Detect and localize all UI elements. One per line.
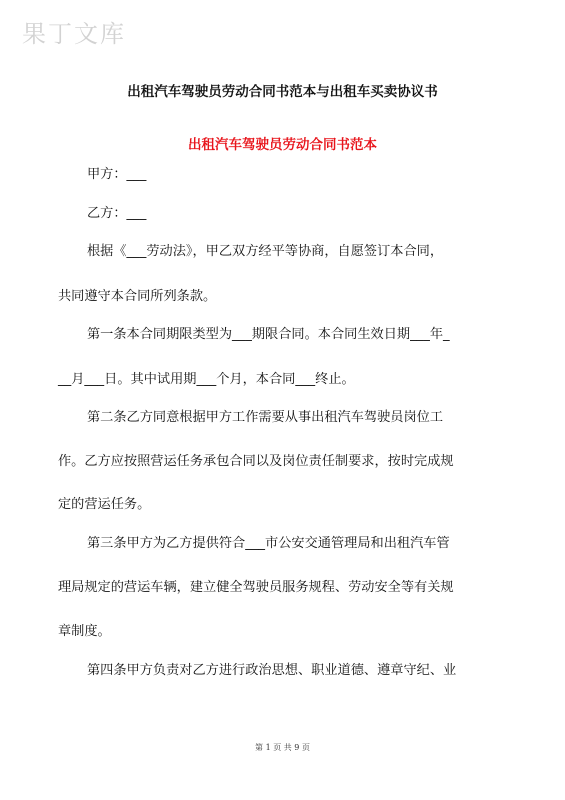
party-a-line: 甲方：___ bbox=[87, 167, 147, 182]
paragraph-line: 第二条乙方同意根据甲方工作需要从事出租汽车驾驶员岗位工 bbox=[87, 410, 444, 425]
paragraph-line: 定的营运任务。 bbox=[58, 497, 151, 512]
paragraph-line: 作。乙方应按照营运任务承包合同以及岗位责任制要求，按时完成规 bbox=[58, 454, 454, 469]
paragraph-line: 第一条本合同期限类型为___期限合同。本合同生效日期___年_ bbox=[87, 327, 450, 342]
paragraph-line: 章制度。 bbox=[58, 624, 111, 639]
party-b-line: 乙方：___ bbox=[87, 206, 147, 221]
paragraph-line: __月___日。其中试用期___个月，本合同___终止。 bbox=[58, 372, 355, 387]
watermark-logo: 果丁文库 bbox=[22, 20, 126, 48]
paragraph-line: 第三条甲方为乙方提供符合___市公安交通管理局和出租汽车管 bbox=[87, 536, 450, 551]
page-indicator: 第 1 页 共 9 页 bbox=[255, 743, 310, 752]
paragraph-line: 第四条甲方负责对乙方进行政治思想、职业道德、遵章守纪、业 bbox=[87, 663, 457, 678]
paragraph-line: 共同遵守本合同所列条款。 bbox=[58, 289, 217, 304]
paragraph-line: 根据《___劳动法》，甲乙双方经平等协商，自愿签订本合同， bbox=[87, 244, 444, 259]
document-title: 出租汽车驾驶员劳动合同书范本与出租车买卖协议书 bbox=[127, 84, 438, 100]
section-title: 出租汽车驾驶员劳动合同书范本 bbox=[188, 137, 377, 153]
paragraph-line: 理局规定的营运车辆，建立健全驾驶员服务规程、劳动安全等有关规 bbox=[58, 580, 454, 595]
